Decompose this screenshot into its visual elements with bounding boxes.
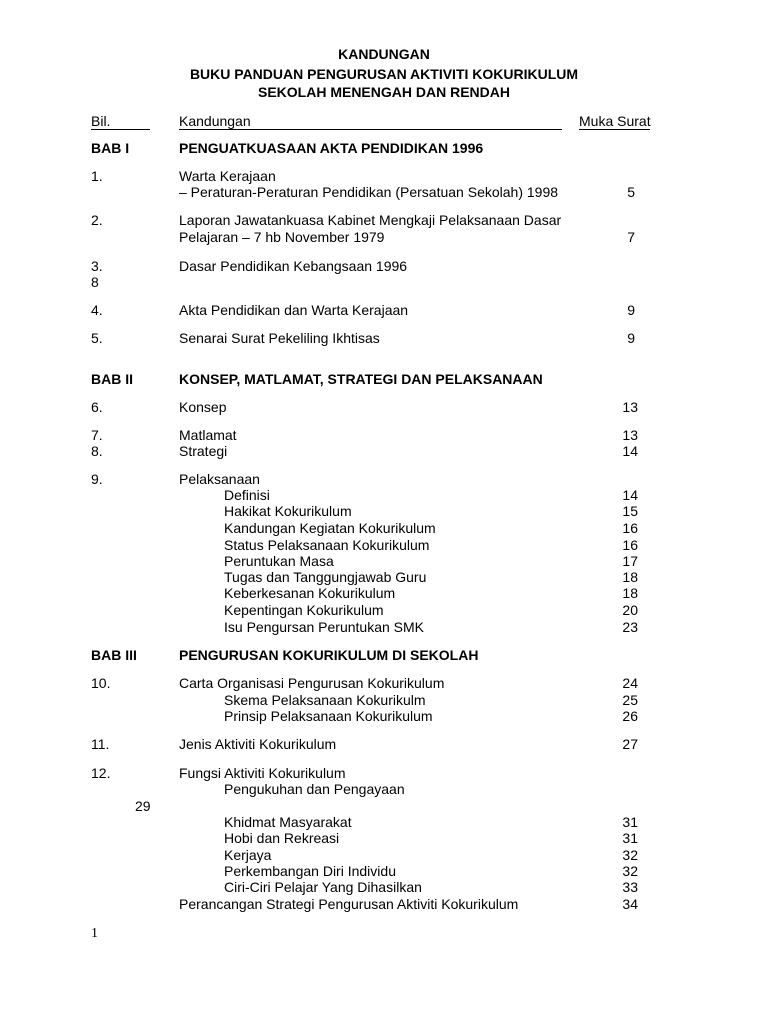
sub-item-text: Tugas dan Tanggungjawab Guru <box>224 569 427 585</box>
item-number: 5. <box>91 330 103 346</box>
sub-item-text: Kepentingan Kokurikulum <box>224 602 384 618</box>
item-text: Akta Pendidikan dan Warta Kerajaan <box>179 302 409 318</box>
header-underline-bil <box>91 129 150 130</box>
item-page: 14 <box>622 443 638 459</box>
sub-item-page: 26 <box>622 708 638 724</box>
sub-item-page: 25 <box>622 692 638 708</box>
item-page: 24 <box>622 675 638 691</box>
item-number: 7. <box>91 427 103 443</box>
item-text: Matlamat <box>179 427 237 443</box>
footer-page-number: 1 <box>91 926 98 941</box>
sub-item-page: 17 <box>622 553 638 569</box>
sub-item-page: 14 <box>622 487 638 503</box>
sub-item-text: Keberkesanan Kokurikulum <box>224 585 396 601</box>
sub-item-text: Prinsip Pelaksanaan Kokurikulum <box>224 708 433 724</box>
sub-item-page: 15 <box>622 503 638 519</box>
item-page: 13 <box>622 427 638 443</box>
item-page: 27 <box>622 736 638 752</box>
item-text: Warta Kerajaan <box>179 168 276 184</box>
item-page: 9 <box>627 330 635 346</box>
item-text: Laporan Jawatankuasa Kabinet Mengkaji Pelaksanaan Dasar <box>179 212 562 228</box>
item-text: Jenis Aktiviti Kokurikulum <box>179 736 337 752</box>
header-kandungan: Kandungan <box>179 113 251 129</box>
stray-page-number: 29 <box>135 798 151 814</box>
sub-item-text: Skema Pelaksanaan Kokurikulm <box>224 692 426 708</box>
sub-item-page: 18 <box>622 585 638 601</box>
item-page: 13 <box>622 399 638 415</box>
bab2-label: BAB II <box>91 371 133 387</box>
sub-item-text: Ciri-Ciri Pelajar Yang Dihasilkan <box>224 879 422 895</box>
item-text: Perancangan Strategi Pengurusan Aktiviti Kokurikulum <box>179 896 519 912</box>
sub-item-page: 31 <box>622 814 638 830</box>
sub-item-page: 16 <box>622 520 638 536</box>
item-number: 2. <box>91 212 103 228</box>
sub-item-text: Khidmat Masyarakat <box>224 814 352 830</box>
item-number: 6. <box>91 399 103 415</box>
bab3-label: BAB III <box>91 647 137 663</box>
item-number: 10. <box>91 675 111 691</box>
sub-item-text: Definisi <box>224 487 270 503</box>
title-line-1: KANDUNGAN <box>338 46 430 62</box>
item-text: Dasar Pendidikan Kebangsaan 1996 <box>179 258 408 274</box>
sub-item-page: 31 <box>622 830 638 846</box>
item-text: Fungsi Aktiviti Kokurikulum <box>179 765 346 781</box>
item-number-stray: 8 <box>91 274 99 290</box>
sub-item-page: 16 <box>622 537 638 553</box>
sub-item-text: Peruntukan Masa <box>224 553 334 569</box>
sub-item-text: Hakikat Kokurikulum <box>224 503 352 519</box>
sub-item-text: Isu Pengursan Peruntukan SMK <box>224 619 425 635</box>
item-number: 8. <box>91 443 103 459</box>
title-line-3: SEKOLAH MENENGAH DAN RENDAH <box>257 84 510 100</box>
item-text: Senarai Surat Pekeliling Ikhtisas <box>179 330 380 346</box>
sub-item-page: 33 <box>622 879 638 895</box>
item-text: Carta Organisasi Pengurusan Kokurikulum <box>179 675 445 691</box>
bab3-title: PENGURUSAN KOKURIKULUM DI SEKOLAH <box>179 647 479 663</box>
bab1-title: PENGUATKUASAAN AKTA PENDIDIKAN 1996 <box>179 140 484 156</box>
item-page: 9 <box>627 302 635 318</box>
sub-item-text: Hobi dan Rekreasi <box>224 830 340 846</box>
header-muka-surat: Muka Surat <box>579 113 651 129</box>
item-number: 4. <box>91 302 103 318</box>
item-page: 34 <box>622 896 638 912</box>
sub-item-text: Status Pelaksanaan Kokurikulum <box>224 537 430 553</box>
sub-item-page: 20 <box>622 602 638 618</box>
sub-item-page: 18 <box>622 569 638 585</box>
title-line-2: BUKU PANDUAN PENGURUSAN AKTIVITI KOKURIKULUM <box>189 66 579 82</box>
item-number: 9. <box>91 471 103 487</box>
header-underline-muka-surat <box>579 129 650 130</box>
item-number: 3. <box>91 258 103 274</box>
item-text: Pelajaran – 7 hb November 1979 <box>179 229 385 245</box>
sub-item-text: Perkembangan Diri Individu <box>224 863 396 879</box>
sub-item-page: 23 <box>622 619 638 635</box>
sub-item-text: Pengukuhan dan Pengayaan <box>224 781 405 797</box>
item-text: Konsep <box>179 399 227 415</box>
sub-item-text: Kerjaya <box>224 847 272 863</box>
bab2-title: KONSEP, MATLAMAT, STRATEGI DAN PELAKSANAAN <box>179 371 543 387</box>
sub-item-text: Kandungan Kegiatan Kokurikulum <box>224 520 436 536</box>
item-number: 12. <box>91 765 111 781</box>
header-underline-kandungan <box>179 129 562 130</box>
item-page: 7 <box>627 229 635 245</box>
item-text: Strategi <box>179 443 228 459</box>
sub-item-page: 32 <box>622 847 638 863</box>
sub-item-page: 32 <box>622 863 638 879</box>
item-page: 5 <box>627 184 635 200</box>
item-text: – Peraturan-Peraturan Pendidikan (Persatuan Sekolah) 1998 <box>179 184 559 200</box>
bab1-label: BAB I <box>91 140 130 156</box>
header-bil: Bil. <box>91 113 111 129</box>
item-number: 11. <box>91 736 110 752</box>
item-number: 1. <box>91 168 103 184</box>
item-text: Pelaksanaan <box>179 471 260 487</box>
